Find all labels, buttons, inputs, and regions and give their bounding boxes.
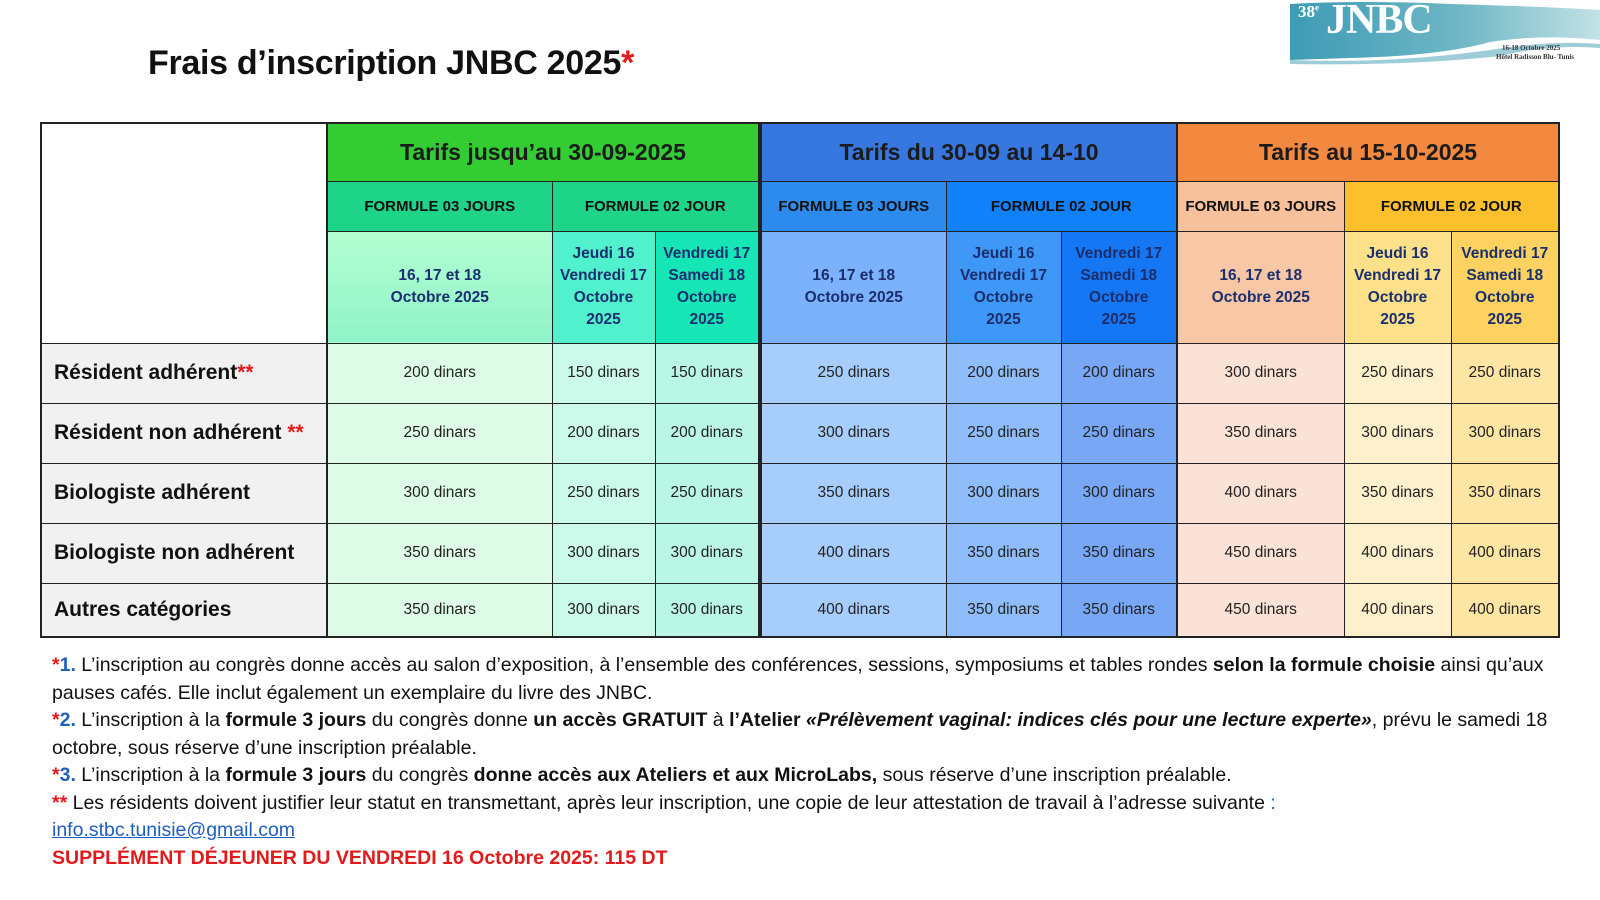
category-column <box>40 122 328 638</box>
price-cell: 300 dinars <box>1061 463 1176 523</box>
category-label: Biologiste adhérent <box>42 463 326 523</box>
formula-3-days: FORMULE 03 JOURS <box>762 181 946 231</box>
category-label: Biologiste non adhérent <box>42 523 326 583</box>
price-cell: 250 dinars <box>1451 343 1558 403</box>
price-cell: 350 dinars <box>328 523 552 583</box>
formula-3-days: FORMULE 03 JOURS <box>328 181 552 231</box>
price-table <box>1178 124 1558 636</box>
formula-2-days: FORMULE 02 JOUR <box>552 181 758 231</box>
price-cell: 350 dinars <box>946 583 1061 636</box>
category-table <box>42 124 326 636</box>
days-2b-label: Vendredi 17 Samedi 18 Octobre 2025 <box>1061 231 1176 343</box>
category-label: Autres catégories <box>42 583 326 636</box>
price-cell: 250 dinars <box>328 403 552 463</box>
blank-header-cell <box>42 124 326 343</box>
note-residents: ** Les résidents doivent justifier leur statut en transmettant, après leur inscription, une copie de leur attestation de travail à l’adresse suivante : info.stbc.tunisie@gmail.com <box>52 791 1276 841</box>
formula-2-days: FORMULE 02 JOUR <box>1344 181 1558 231</box>
days-3-label: 16, 17 et 18 Octobre 2025 <box>1178 231 1344 343</box>
price-cell: 350 dinars <box>1061 583 1176 636</box>
price-cell: 400 dinars <box>762 583 946 636</box>
price-cell: 250 dinars <box>1344 343 1451 403</box>
price-cell: 350 dinars <box>946 523 1061 583</box>
price-cell: 150 dinars <box>552 343 655 403</box>
days-3-label: 16, 17 et 18 Octobre 2025 <box>762 231 946 343</box>
price-cell: 250 dinars <box>946 403 1061 463</box>
price-cell: 250 dinars <box>1061 403 1176 463</box>
price-table <box>762 124 1176 636</box>
price-cell: 450 dinars <box>1178 583 1344 636</box>
period-header: Tarifs jusqu’au 30-09-2025 <box>328 124 758 181</box>
price-cell: 200 dinars <box>946 343 1061 403</box>
page-title <box>148 44 634 83</box>
price-cell: 300 dinars <box>655 523 758 583</box>
days-3-label: 16, 17 et 18 Octobre 2025 <box>328 231 552 343</box>
price-cell: 150 dinars <box>655 343 758 403</box>
price-cell: 350 dinars <box>1344 463 1451 523</box>
price-cell: 200 dinars <box>655 403 758 463</box>
category-label: Résident adhérent** <box>42 343 326 403</box>
category-label: Résident non adhérent ** <box>42 403 326 463</box>
price-cell: 300 dinars <box>1344 403 1451 463</box>
price-cell: 350 dinars <box>762 463 946 523</box>
price-cell: 350 dinars <box>1061 523 1176 583</box>
price-cell: 350 dinars <box>1451 463 1558 523</box>
days-2b-label: Vendredi 17 Samedi 18 Octobre 2025 <box>1451 231 1558 343</box>
period-block-1 <box>326 122 760 638</box>
price-cell: 300 dinars <box>552 583 655 636</box>
price-cell: 250 dinars <box>552 463 655 523</box>
note-1: *1. L’inscription au congrès donne accès au salon d’exposition, à l’ensemble des conférences, sessions, symposiums et tables rondes selon la formule choisie ainsi qu’aux pauses cafés. Elle inclut également un exemplaire du livre des JNBC. <box>52 654 1544 704</box>
price-cell: 350 dinars <box>328 583 552 636</box>
days-2a-label: Jeudi 16 Vendredi 17 Octobre 2025 <box>552 231 655 343</box>
days-2a-label: Jeudi 16 Vendredi 17 Octobre 2025 <box>946 231 1061 343</box>
lunch-supplement: SUPPLÉMENT DÉJEUNER DU VENDREDI 16 Octobre 2025: 115 DT <box>52 846 668 869</box>
jnbc-logo <box>1290 0 1600 66</box>
logo-edition-number: 38 <box>1298 2 1315 21</box>
price-cell: 200 dinars <box>328 343 552 403</box>
price-cell: 300 dinars <box>552 523 655 583</box>
formula-2-days: FORMULE 02 JOUR <box>946 181 1176 231</box>
period-block-2 <box>760 122 1178 638</box>
days-2a-label: Jeudi 16 Vendredi 17 Octobre 2025 <box>1344 231 1451 343</box>
note-2: *2. L’inscription à la formule 3 jours du congrès donne un accès GRATUIT à l’Atelier «Prélèvement vaginal: indices clés pour une lecture experte», prévu le samedi 18 octobre, sous réserve d’une inscription préalable. <box>52 709 1548 759</box>
contact-email-link[interactable]: info.stbc.tunisie@gmail.com <box>52 819 296 841</box>
price-table <box>328 124 758 636</box>
notes-section <box>52 652 1552 872</box>
price-cell: 400 dinars <box>1344 583 1451 636</box>
price-cell: 200 dinars <box>552 403 655 463</box>
price-cell: 400 dinars <box>1451 583 1558 636</box>
price-cell: 250 dinars <box>762 343 946 403</box>
price-cell: 250 dinars <box>655 463 758 523</box>
price-cell: 300 dinars <box>762 403 946 463</box>
price-cell: 300 dinars <box>946 463 1061 523</box>
note-3: *3. L’inscription à la formule 3 jours du congrès donne accès aux Ateliers et aux MicroLabs, sous réserve d’une inscription préalable. <box>52 764 1232 786</box>
price-cell: 300 dinars <box>328 463 552 523</box>
formula-3-days: FORMULE 03 JOURS <box>1178 181 1344 231</box>
price-cell: 300 dinars <box>1178 343 1344 403</box>
logo-edition <box>1298 2 1319 22</box>
price-cell: 400 dinars <box>1344 523 1451 583</box>
price-cell: 300 dinars <box>655 583 758 636</box>
price-cell: 200 dinars <box>1061 343 1176 403</box>
days-2b-label: Vendredi 17 Samedi 18 Octobre 2025 <box>655 231 758 343</box>
period-header: Tarifs du 30-09 au 14-10 <box>762 124 1176 181</box>
price-cell: 400 dinars <box>1451 523 1558 583</box>
period-block-3 <box>1176 122 1560 638</box>
title-text: Frais d’inscription JNBC 2025 <box>148 44 622 82</box>
logo-edition-suffix: e <box>1315 2 1319 13</box>
price-cell: 450 dinars <box>1178 523 1344 583</box>
period-header: Tarifs au 15-10-2025 <box>1178 124 1558 181</box>
price-cell: 400 dinars <box>762 523 946 583</box>
title-asterisk: * <box>621 44 635 82</box>
logo-venue: Hôtel Radisson Blu- Tunis <box>1496 53 1575 61</box>
price-cell: 300 dinars <box>1451 403 1558 463</box>
logo-brand: JNBC <box>1326 0 1432 43</box>
price-cell: 350 dinars <box>1178 403 1344 463</box>
logo-date: 16-18 Octobre 2025 <box>1502 44 1561 52</box>
price-cell: 400 dinars <box>1178 463 1344 523</box>
